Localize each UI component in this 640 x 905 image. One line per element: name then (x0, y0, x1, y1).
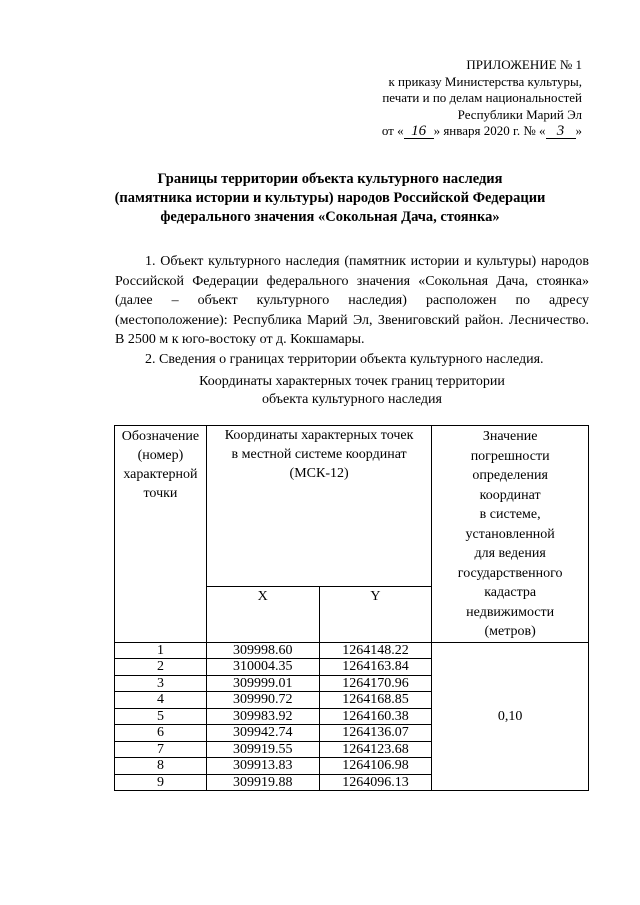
date-day-handwritten: 16 (404, 125, 434, 139)
point-number: 5 (115, 708, 207, 725)
header-y: Y (319, 586, 432, 642)
point-x: 309913.83 (206, 758, 319, 775)
paragraph-2: 2. Сведения о границах территории объекта культурного наследия. (145, 351, 544, 367)
table-caption (115, 373, 589, 409)
point-number: 4 (115, 692, 207, 709)
point-x: 309919.88 (206, 774, 319, 791)
date-prefix: от « (381, 123, 404, 138)
point-y: 1264160.38 (319, 708, 432, 725)
point-number: 1 (115, 642, 207, 659)
appendix-date-line (382, 123, 582, 140)
point-y: 1264136.07 (319, 725, 432, 742)
appendix-title: ПРИЛОЖЕНИЕ № 1 (466, 57, 582, 72)
title-line-2: (памятника истории и культуры) народов Российской Федерации (114, 190, 546, 206)
point-number: 9 (115, 774, 207, 791)
document-body (115, 252, 589, 369)
point-number: 3 (115, 675, 207, 692)
point-x: 309990.72 (206, 692, 319, 709)
point-y: 1264170.96 (319, 675, 432, 692)
point-y: 1264168.85 (319, 692, 432, 709)
point-y: 1264096.13 (319, 774, 432, 791)
point-x: 309999.01 (206, 675, 319, 692)
point-y: 1264106.98 (319, 758, 432, 775)
point-y: 1264148.22 (319, 642, 432, 659)
point-y: 1264123.68 (319, 741, 432, 758)
point-x: 309942.74 (206, 725, 319, 742)
point-number: 7 (115, 741, 207, 758)
appendix-ministry: печати и по делам национальностей (382, 90, 582, 105)
appendix-order-ref: к приказу Министерства культуры, (388, 73, 582, 89)
coordinates-table (114, 425, 589, 791)
date-suffix: » (575, 123, 582, 138)
order-number-handwritten: 3 (546, 125, 576, 139)
point-number: 2 (115, 659, 207, 676)
point-x: 309919.55 (206, 741, 319, 758)
point-x: 309983.92 (206, 708, 319, 725)
appendix-header (382, 57, 582, 140)
point-x: 309998.60 (206, 642, 319, 659)
date-middle: » января 2020 г. № « (433, 123, 546, 138)
point-number: 6 (115, 725, 207, 742)
header-error: Значение погрешности определения координат в системе, установленной для ведения государственного кадастра недвижимости (метров) (432, 426, 589, 643)
header-designation: Обозначение (номер) характерной точки (115, 426, 207, 643)
appendix-republic: Республики Марий Эл (457, 106, 582, 122)
point-y: 1264163.84 (319, 659, 432, 676)
error-value: 0,10 (432, 642, 589, 791)
caption-line-1: Координаты характерных точек границ территории (199, 374, 505, 389)
title-line-3: федерального значения «Сокольная Дача, стоянка» (160, 209, 500, 225)
point-number: 8 (115, 758, 207, 775)
header-x: X (206, 586, 319, 642)
table-row (115, 642, 589, 659)
caption-line-2: объекта культурного наследия (262, 392, 442, 407)
title-line-1: Границы территории объекта культурного наследия (157, 171, 503, 187)
document-title (70, 170, 590, 227)
point-x: 310004.35 (206, 659, 319, 676)
header-coordinates: Координаты характерных точек в местной системе координат (МСК-12) (206, 426, 431, 587)
paragraph-1: 1. Объект культурного наследия (памятник истории и культуры) народов Российской Федерации федерального значения «Сокольная Дача, стоянка» (далее – объект культурного наследия) расположен по адресу (местоположение): Республика Марий Эл, Звениговский район. Лесничество. В 2500 м к юго-востоку от д. Кокшамары. (115, 254, 589, 347)
